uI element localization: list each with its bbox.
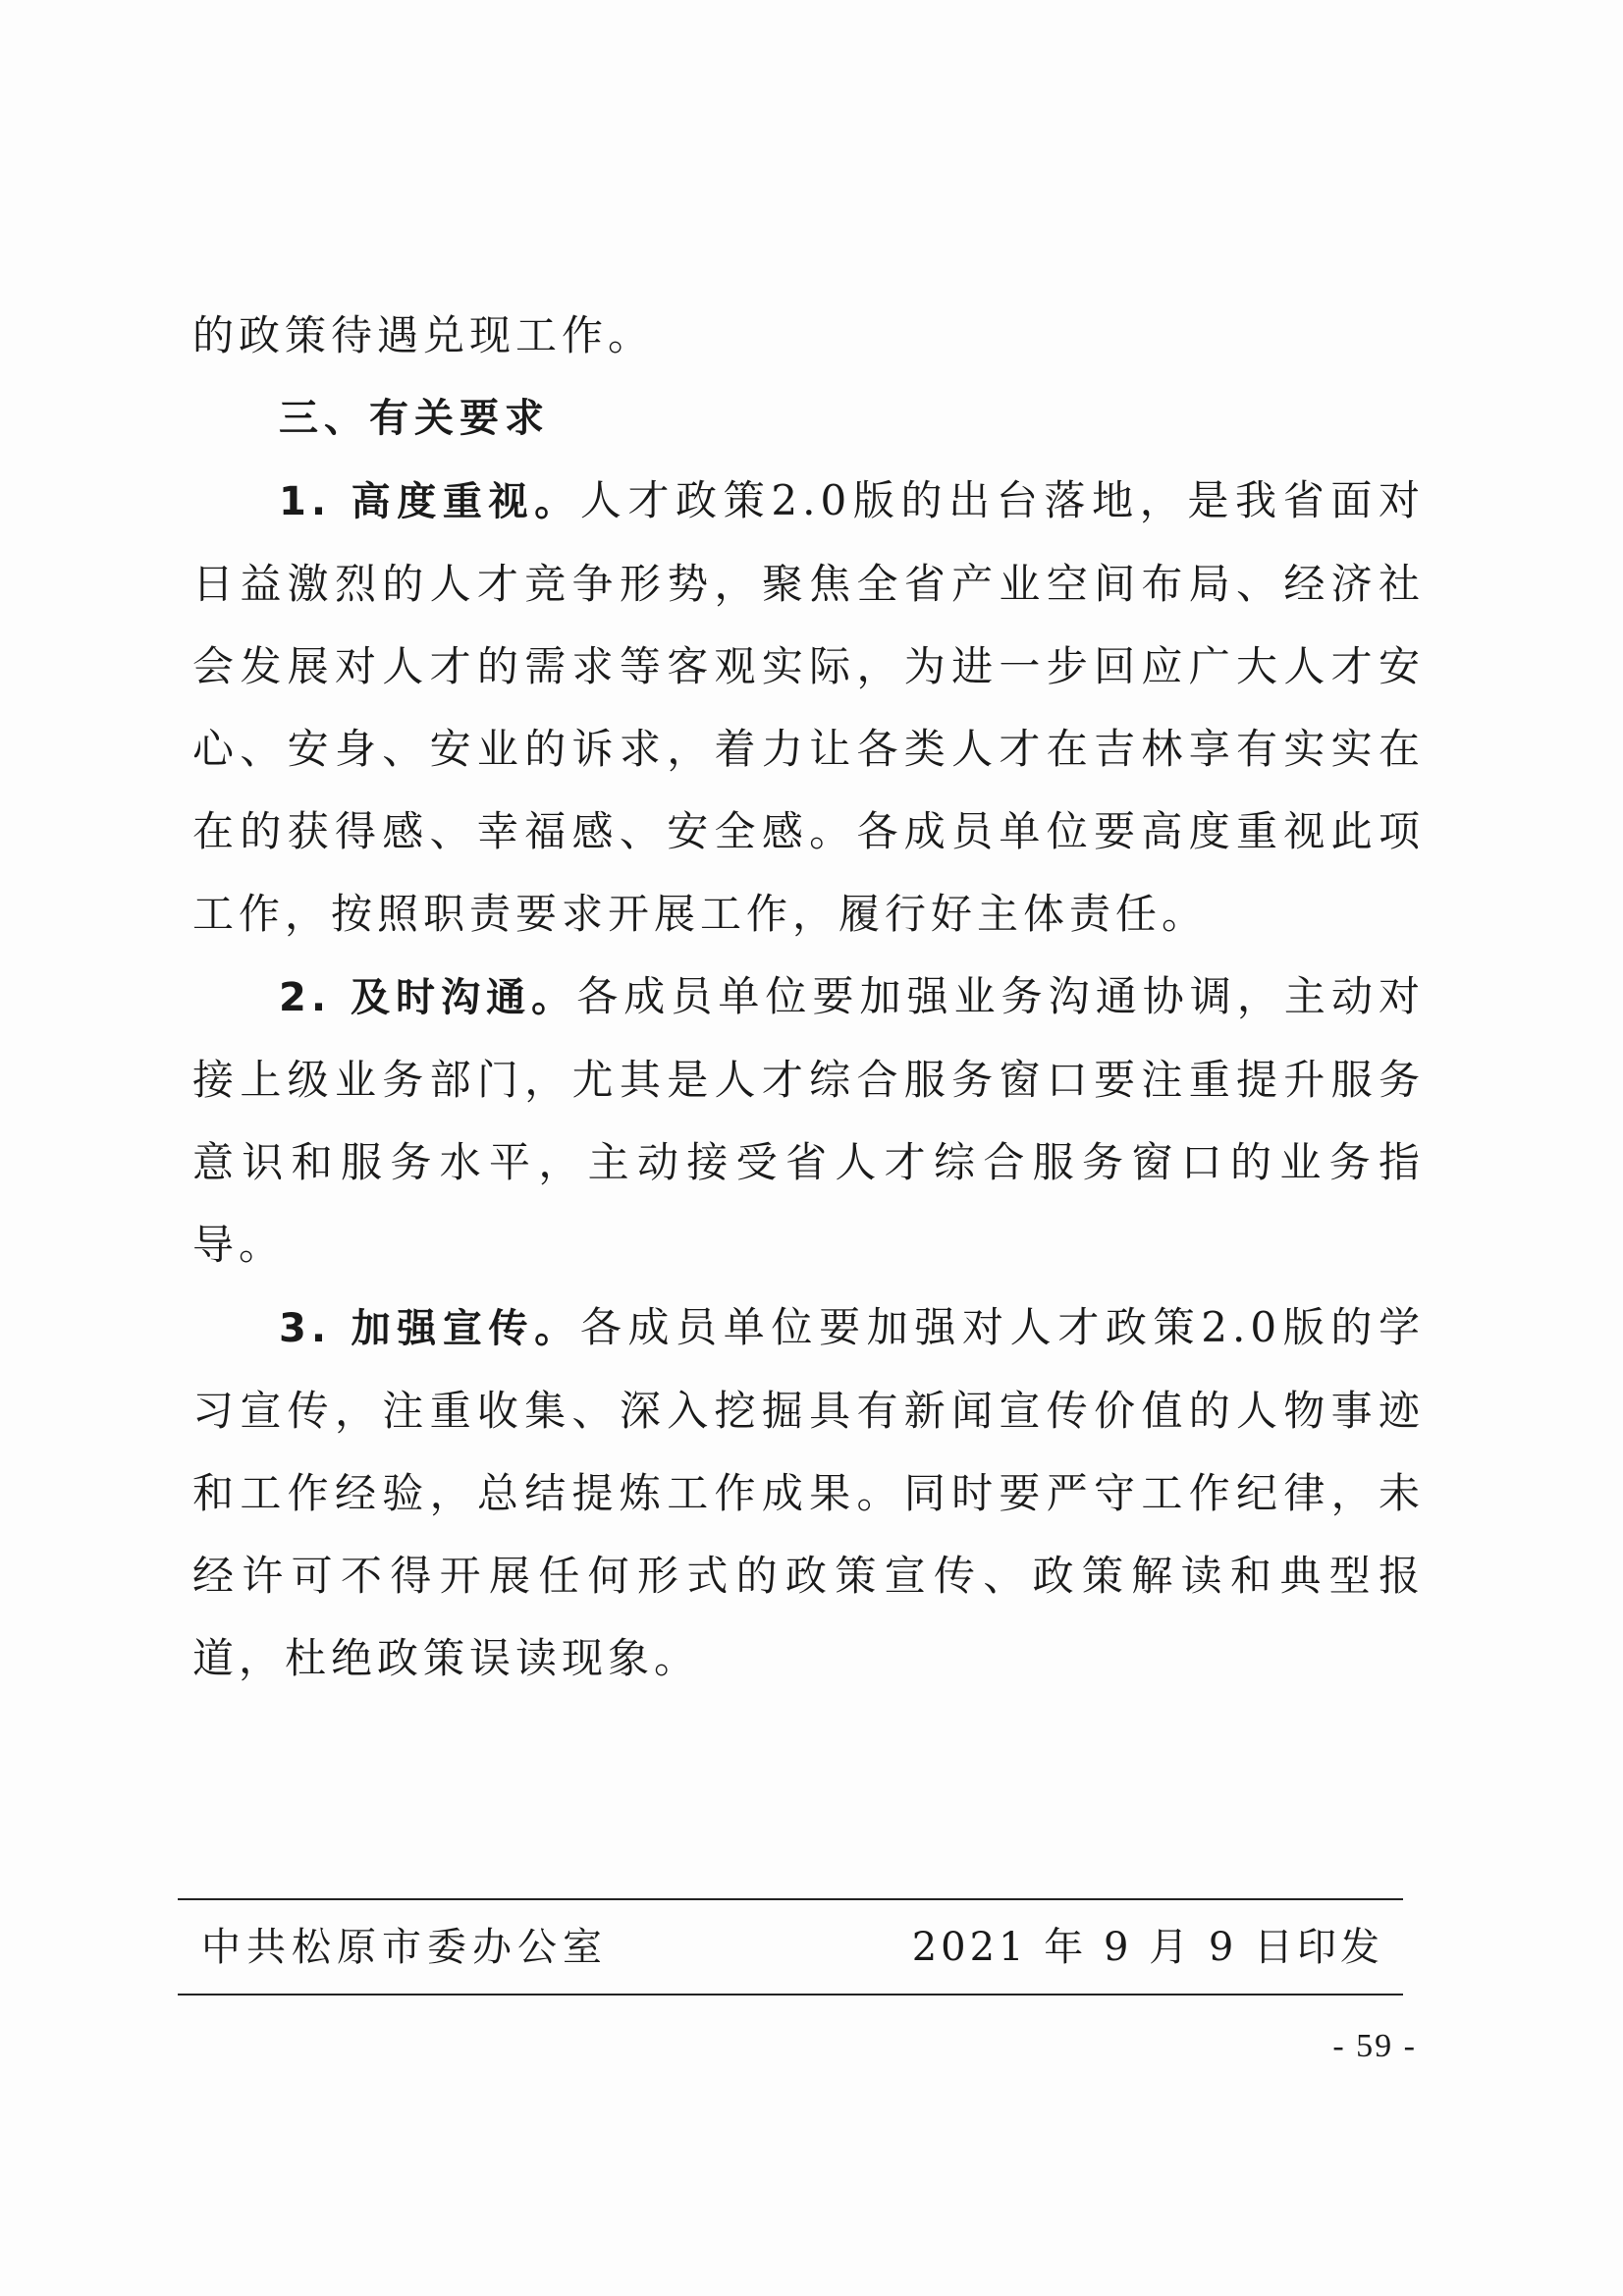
continuation-paragraph: 的政策待遇兑现工作。 (192, 311, 655, 359)
requirement-item-1 (192, 460, 1425, 956)
requirement-item-1-title: 1. 高度重视。 (279, 479, 580, 524)
requirement-item-2-title: 2. 及时沟通。 (279, 975, 577, 1020)
issuance-footer (178, 1898, 1403, 1995)
requirement-item-3-text: 各成员单位要加强对人才政策2.0版的学习宣传，注重收集、深入挖掘具有新闻宣传价值的人物事迹和工作经验，总结提炼工作成果。同时要严守工作纪律，未经许可不得开展任何形式的政策宣传、政策解读和典型报道，杜绝政策误读现象。 (192, 1303, 1426, 1682)
issuer-name: 中共松原市委办公室 (201, 1925, 608, 1970)
section-heading: 三、有关要求 (279, 396, 550, 441)
document-body (192, 295, 1425, 1700)
requirement-item-3 (192, 1286, 1425, 1700)
requirement-item-2 (192, 956, 1425, 1286)
requirement-item-1-text: 人才政策2.0版的出台落地，是我省面对日益激烈的人才竞争形势，聚焦全省产业空间布局、经济社会发展对人才的需求等客观实际，为进一步回应广大人才安心、安身、安业的诉求，着力让各类人才在吉林享有实实在在的获得感、幸福感、安全感。各成员单位要高度重视此项工作，按照职责要求开展工作，履行好主体责任。 (192, 476, 1426, 938)
page-number: - 59 - (1332, 2028, 1417, 2064)
requirement-item-2-text: 各成员单位要加强业务沟通协调，主动对接上级业务部门，尤其是人才综合服务窗口要注重提升服务意识和服务水平，主动接受省人才综合服务窗口的业务指导。 (192, 972, 1425, 1269)
issue-date: 2021 年 9 月 9 日印发 (911, 1925, 1383, 1970)
requirement-item-3-title: 3. 加强宣传。 (279, 1306, 580, 1351)
